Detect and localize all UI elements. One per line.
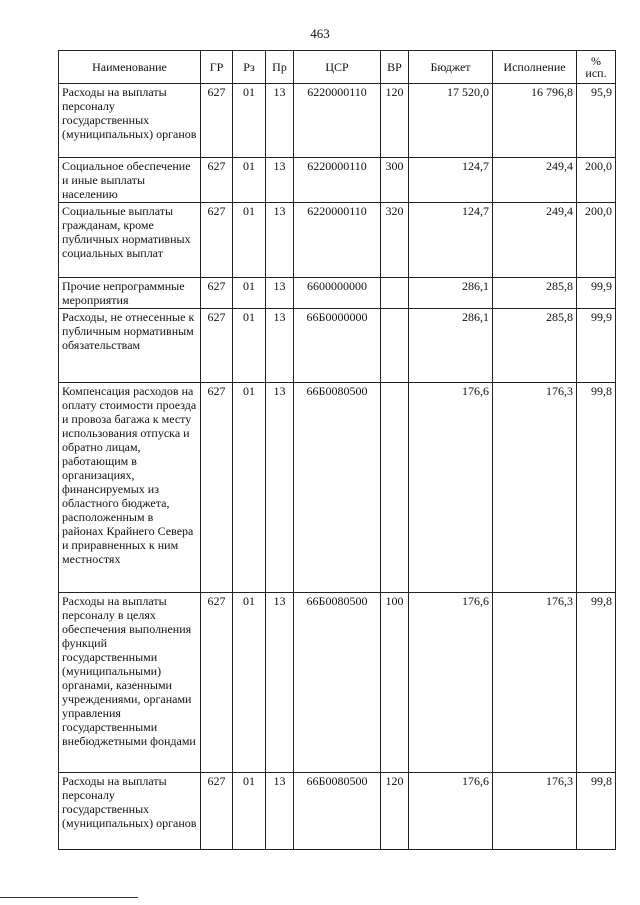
row-gr: 627 (201, 278, 233, 309)
header-vr: ВР (381, 51, 409, 84)
row-pr: 13 (266, 158, 294, 203)
row-pr: 13 (266, 593, 294, 773)
header-percent (577, 51, 616, 84)
row-name: Расходы на выплаты персоналу государственных (муниципальных) органов (59, 773, 201, 850)
row-pr: 13 (266, 773, 294, 850)
row-vr (381, 278, 409, 309)
row-percent: 99,9 (577, 309, 616, 383)
row-rz: 01 (233, 84, 266, 158)
row-execution: 249,4 (493, 203, 577, 278)
row-name: Расходы на выплаты персоналу государственных (муниципальных) органов (59, 84, 201, 158)
row-execution: 285,8 (493, 278, 577, 309)
row-pr: 13 (266, 278, 294, 309)
row-gr: 627 (201, 383, 233, 593)
table-row (59, 593, 616, 773)
row-rz: 01 (233, 773, 266, 850)
row-gr: 627 (201, 593, 233, 773)
row-name: Социальные выплаты гражданам, кроме публичных нормативных социальных выплат (59, 203, 201, 278)
row-budget: 286,1 (409, 278, 493, 309)
table-row (59, 309, 616, 383)
row-vr: 320 (381, 203, 409, 278)
page-number: 463 (310, 26, 330, 41)
row-budget: 286,1 (409, 309, 493, 383)
row-vr (381, 309, 409, 383)
table-header-row (59, 51, 616, 84)
row-execution: 249,4 (493, 158, 577, 203)
header-gr: ГР (201, 51, 233, 84)
row-budget: 176,6 (409, 383, 493, 593)
row-csr: 66Б0080500 (294, 593, 381, 773)
row-csr: 6600000000 (294, 278, 381, 309)
row-pr: 13 (266, 309, 294, 383)
row-gr: 627 (201, 309, 233, 383)
header-rz: Рз (233, 51, 266, 84)
table-row (59, 278, 616, 309)
row-pr: 13 (266, 383, 294, 593)
footer-rule (0, 897, 138, 898)
row-csr: 6220000110 (294, 84, 381, 158)
table-row (59, 203, 616, 278)
header-percent-sign: % (591, 54, 601, 68)
row-csr: 6220000110 (294, 203, 381, 278)
row-csr: 6220000110 (294, 158, 381, 203)
row-rz: 01 (233, 593, 266, 773)
row-gr: 627 (201, 158, 233, 203)
table-row (59, 383, 616, 593)
row-name: Прочие непрограммные мероприятия (59, 278, 201, 309)
table-row (59, 84, 616, 158)
row-budget: 176,6 (409, 593, 493, 773)
row-rz: 01 (233, 158, 266, 203)
row-vr: 100 (381, 593, 409, 773)
row-rz: 01 (233, 383, 266, 593)
row-csr: 66Б0080500 (294, 773, 381, 850)
table-row (59, 158, 616, 203)
header-execution: Исполнение (493, 51, 577, 84)
row-gr: 627 (201, 84, 233, 158)
row-budget: 124,7 (409, 158, 493, 203)
header-budget: Бюджет (409, 51, 493, 84)
table-row (59, 773, 616, 850)
row-rz: 01 (233, 278, 266, 309)
row-gr: 627 (201, 773, 233, 850)
row-budget: 17 520,0 (409, 84, 493, 158)
row-name: Расходы, не отнесенные к публичным нормативным обязательствам (59, 309, 201, 383)
row-percent: 99,9 (577, 278, 616, 309)
row-gr: 627 (201, 203, 233, 278)
row-pr: 13 (266, 84, 294, 158)
row-percent: 200,0 (577, 158, 616, 203)
row-budget: 176,6 (409, 773, 493, 850)
header-pr: Пр (266, 51, 294, 84)
row-percent: 200,0 (577, 203, 616, 278)
row-percent: 95,9 (577, 84, 616, 158)
row-execution: 285,8 (493, 309, 577, 383)
row-csr: 66Б0000000 (294, 309, 381, 383)
row-budget: 124,7 (409, 203, 493, 278)
row-csr: 66Б0080500 (294, 383, 381, 593)
header-name: Наименование (59, 51, 201, 84)
row-percent: 99,8 (577, 593, 616, 773)
row-vr: 300 (381, 158, 409, 203)
row-name: Компенсация расходов на оплату стоимости проезда и провоза багажа к месту использования отпуска и обратно лицам, работающим в организациях, финансируемых из областного бюджета, расположенным в районах Крайнего Севера и приравненных к ним местностях (59, 383, 201, 593)
row-name: Расходы на выплаты персоналу в целях обеспечения выполнения функций государственными (муниципальными) органами, казенными учреждениями, органами управления государственными внебюджетными фондами (59, 593, 201, 773)
row-execution: 176,3 (493, 383, 577, 593)
budget-execution-table (58, 50, 616, 850)
row-pr: 13 (266, 203, 294, 278)
row-name: Социальное обеспечение и иные выплаты населению (59, 158, 201, 203)
row-percent: 99,8 (577, 773, 616, 850)
row-rz: 01 (233, 203, 266, 278)
row-vr (381, 383, 409, 593)
row-vr: 120 (381, 773, 409, 850)
row-execution: 176,3 (493, 593, 577, 773)
row-execution: 16 796,8 (493, 84, 577, 158)
row-rz: 01 (233, 309, 266, 383)
row-percent: 99,8 (577, 383, 616, 593)
row-execution: 176,3 (493, 773, 577, 850)
row-vr: 120 (381, 84, 409, 158)
header-percent-label: исп. (585, 66, 607, 80)
header-csr: ЦСР (294, 51, 381, 84)
